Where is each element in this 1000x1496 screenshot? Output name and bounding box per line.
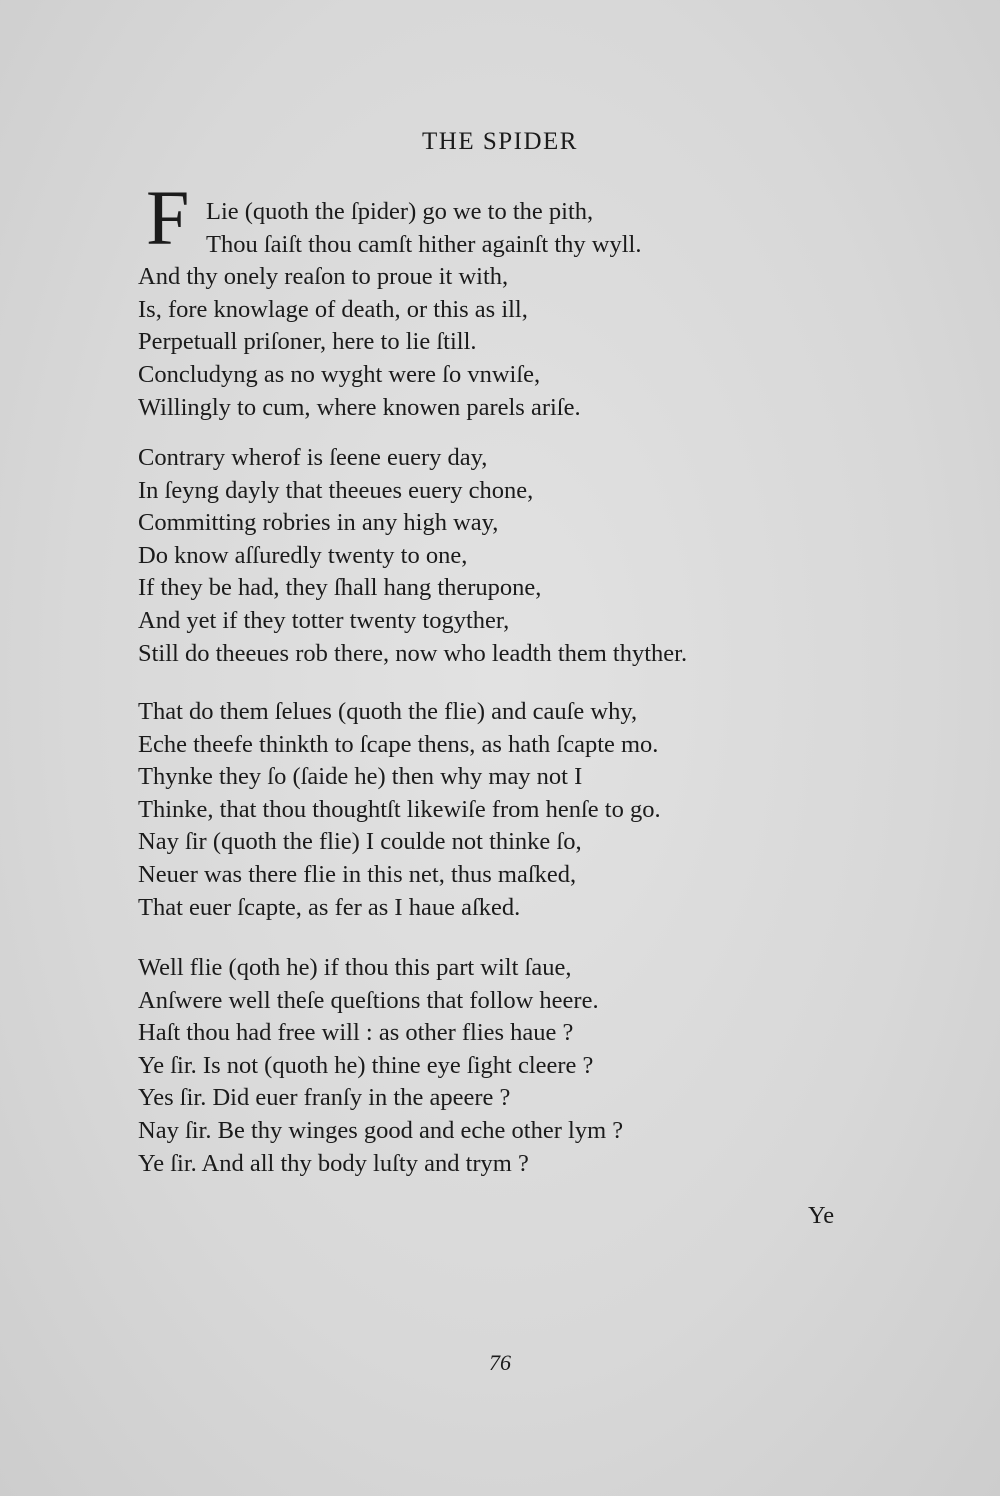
verse-line: Perpetuall priſoner, here to lie ſtill. xyxy=(138,328,477,356)
verse-line: Anſwere well theſe queſtions that follow heere. xyxy=(138,986,599,1014)
verse-line: If they be had, they ſhall hang therupone, xyxy=(138,574,542,602)
verse-line: And thy onely reaſon to proue it with, xyxy=(138,263,509,291)
verse-line: In ſeyng dayly that theeues euery chone, xyxy=(138,476,534,504)
verse-line: Lie (quoth the ſpider) go we to the pith, xyxy=(206,198,594,225)
verse-line: Is, fore knowlage of death, or this as ill, xyxy=(138,295,528,323)
verse-line: Eche theefe thinkth to ſcape thens, as hath ſcapte mo. xyxy=(138,730,659,758)
verse-line: Contrary wherof is ſeene euery day, xyxy=(138,444,488,471)
verse-line: That euer ſcapte, as fer as I haue aſked. xyxy=(138,893,521,921)
verse-line: Yes ſir. Did euer franſy in the apeere ? xyxy=(138,1084,511,1112)
catchword: Ye xyxy=(808,1202,835,1229)
verse-line: Willingly to cum, where knowen parels ariſe. xyxy=(138,393,581,421)
stanza-4 xyxy=(138,952,858,1180)
verse-line: And yet if they totter twenty togyther, xyxy=(138,606,510,634)
verse-line: Haſt thou had free will : as other flies haue ? xyxy=(138,1019,574,1047)
verse-line: Committing robries in any high way, xyxy=(138,509,499,537)
verse-line: Do know aſſuredly twenty to one, xyxy=(138,541,468,569)
verse-line: Nay ſir (quoth the flie) I coulde not thinke ſo, xyxy=(138,828,582,856)
verse-line: That do them ſelues (quoth the flie) and cauſe why, xyxy=(138,698,638,725)
stanza-2 xyxy=(138,442,858,670)
stanza-1 xyxy=(138,196,858,424)
drop-cap: F xyxy=(146,174,190,261)
verse-line: Well flie (qoth he) if thou this part wilt ſaue, xyxy=(138,954,572,981)
verse-line: Thinke, that thou thoughtſt likewiſe from henſe to go. xyxy=(138,795,661,823)
verse-line: Ye ſir. And all thy body luſty and trym ? xyxy=(138,1149,529,1177)
verse-line: Nay ſir. Be thy winges good and eche other lym ? xyxy=(138,1116,624,1144)
verse-line: Thynke they ſo (ſaide he) then why may not I xyxy=(138,763,583,791)
page-title: THE SPIDER xyxy=(422,128,578,155)
verse-line: Thou ſaiſt thou camſt hither againſt thy wyll. xyxy=(206,230,642,258)
page-number: 76 xyxy=(489,1350,511,1375)
verse-line: Concludyng as no wyght were ſo vnwiſe, xyxy=(138,360,541,388)
stanza-3 xyxy=(138,696,858,924)
verse-line: Still do theeues rob there, now who leadth them thyther. xyxy=(138,639,688,667)
verse-line: Neuer was there flie in this net, thus maſked, xyxy=(138,860,577,888)
verse-line: Ye ſir. Is not (quoth he) thine eye ſight cleere ? xyxy=(138,1051,594,1079)
